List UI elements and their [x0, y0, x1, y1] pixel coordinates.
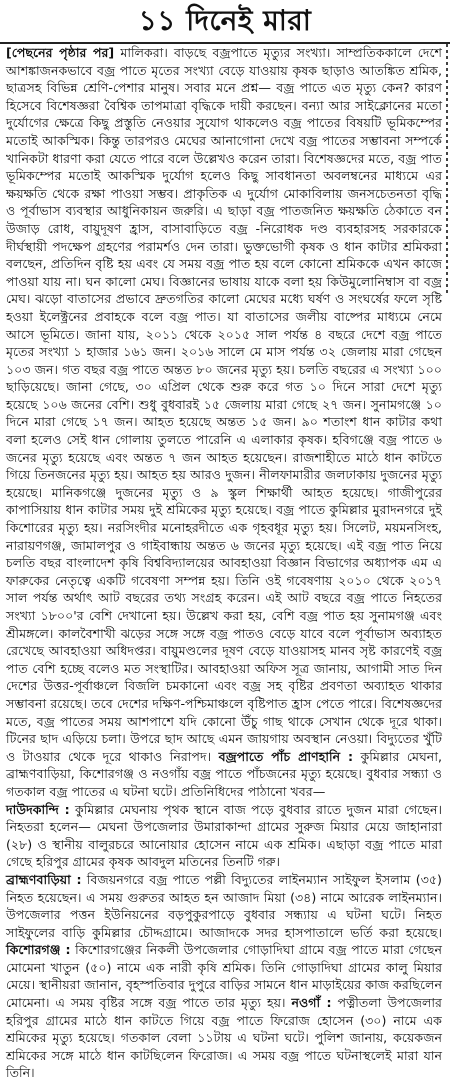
paragraph-3 [6, 802, 442, 870]
paragraph-1 [6, 45, 442, 764]
paragraph-text: পত্নীতলা উপজেলার হরিপুর গ্রামের মাঠে ধান কাটতে গিয়ে বজ্র পাতে ফিরোজ হোসেন (৩০) নামে এক শ্রমিকের মৃত্যু হয়েছে। গতকাল বেলা ১১টায় এ ঘটনা ঘটে। পুলিশ জানায়, কয়েকজন শ্রমিকের সঙ্গে মাঠে ধান কাটছিলেন ফিরোজ। এ সময় বজ্র পাতে ঘটনাস্থলেই মারা যান তিনি। [6, 995, 442, 1081]
article-body [6, 44, 442, 1081]
continuation-tag: [পেছনের পৃষ্ঠার পর] [6, 45, 115, 60]
paragraph-text: কিশোরগঞ্জের নিকলী উপজেলার গোড়াদিঘা গ্রামে বজ্র পাতে মারা গেছেন মোমেনা খাতুন (৫০) নামে এক নারী কৃষি শ্রমিক। তিনি গোড়াদিঘা গ্রামের কালু মিয়ার মেয়ে। স্থানীয়রা জানান, বৃহস্পতিবার দুপুরে বাড়ির সামনে ধান মাড়াইয়ের কাজ করছিলেন মোমেনা। এ সময় বৃষ্টির সঙ্গে বজ্র পাতে তার মৃত্যু হয়। [6, 942, 442, 1011]
dateline: ব্রাহ্মণবাড়িয়া : [6, 871, 82, 887]
paragraph-text: কুমিল্লার মেঘনা, ব্রাহ্মণবাড়িয়া, কিশোরগঞ্জ ও নওগাঁয় বজ্র পাতে পাঁচজনের মৃত্যু হয়েছে। বুধবার সন্ধ্যা ও গতকাল বজ্র পাতের এ ঘটনা ঘটে। প্রতিনিধিদের পাঠানো খবর— [6, 748, 442, 799]
dateline: নওগাঁ : [291, 995, 332, 1011]
headline-area [0, 2, 450, 44]
headline: ১১ দিনেই মারা [138, 4, 312, 37]
paragraph-text: মালিকরা। বাড়ছে বজ্রপাতে মৃত্যুর সংখ্যা। সাম্প্রতিককালে দেশে আশঙ্কাজনকভাবে বজ্র পাতে মৃতের সংখ্যা বেড়ে যাওয়ায় কৃষক ছাড়াও আতঙ্কিত শ্রমিক, ছাত্রসহ বিভিন্ন শ্রেণি-পেশার মানুষ। সবার মনে প্রশ্ন— বজ্র পাতে এত মৃত্যু কেন? কারণ হিসেবে বিশেষজ্ঞরা বৈশ্বিক তাপমাত্রা বৃদ্ধিকে দায়ী করছেন। বন্যা আর সাইক্লোনের মতো দুর্যোগের ক্ষেত্রে কিছু প্রস্তুতি নেওয়ার সুযোগ থাকলেও বজ্র পাতের বিষয়টি ভূমিকম্পের মতোই আকস্মিক। কিন্তু তারপরও মেঘের আনাগোনা দেখে বজ্র পাতের সম্ভাবনা সম্পর্কে খানিকটা ধারণা করা যেতে পারে বলে উল্লেখও করেন তারা। বিশেষজ্ঞদের মতে, বজ্র পাত ভূমিকম্পের মতোই আকস্মিক দুর্যোগ হলেও কিছু সাবধানতা অবলম্বনের মাধ্যমে এর ক্ষয়ক্ষতি থেকে রক্ষা পাওয়া সম্ভব। প্রাকৃতিক এ দুর্যোগ মোকাবিলায় জনসচেতনতা বৃদ্ধি ও পূর্বাভাস ব্যবস্থার আধুনিকায়ন জরুরি। এ ছাড়া বজ্র পাতজনিত ক্ষয়ক্ষতি ঠেকাতে বন উজাড় রোধ, বায়ুদূষণ হ্রাস, বাসাবাড়িতে বজ্র -নিরোধক দণ্ড ব্যবহারসহ সরকারকে দীর্ঘস্থায়ী পদক্ষেপ গ্রহণের পরামর্শও দেন তারা। ভুক্তভোগী কৃষক ও ধান কাটার শ্রমিকরা বলছেন, প্রতিদিন বৃষ্টি হয় এবং যে সময় বজ্র পাত হয় বলে কোনো শ্রমিককে এখন কাজে পাওয়া যায় না। ঘন কালো মেঘ। বিজ্ঞানের ভাষায় যাকে বলা হয় কিউমুলোনিম্বাস বা বজ্র মেঘ। ঝড়ো বাতাসের প্রভাবে দ্রুতগতির কালো মেঘের মধ্যে ঘর্ষণ ও সংঘর্ষের ফলে সৃষ্টি হওয়া ইলেক্ট্রনের প্রবাহকে বলে বজ্র পাত। যা বাতাসের জলীয় বাষ্পের মাধ্যমে নেমে আসে ভূমিতে। জানা যায়, ২০১১ থেকে ২০১৫ সাল পর্যন্ত ৪ বছরে দেশে বজ্র পাতে মৃতের সংখ্যা ১ হাজার ১৬১ জন। ২০১৬ সালে মে মাস পর্যন্ত ৩২ জেলায় মারা গেছেন ১০৩ জন। গত বছর বজ্র পাতে অন্তত ৮০ জনের মৃত্যু হয়। চলতি বছরের এ সংখ্যা ১০০ ছাড়িয়েছে। জানা গেছে, ৩০ এপ্রিল থেকে শুরু করে গত ১০ দিনে সারা দেশে মৃত্যু হয়েছে ১০৬ জনের বেশি। শুধু বুধবারই ১৫ জেলায় মারা গেছে ২৭ জন। সুনামগঞ্জে ১০ দিনে মারা গেছে ১৭ জন। আহত হয়েছে অন্তত ১৫ জন। ৯০ শতাংশ ধান কাটার কথা বলা হলেও সেই ধান গোলায় তুলতে পারেনি এ এলাকার কৃষক। হবিগঞ্জে বজ্র পাতে ৬ জনের মৃত্যু হয়েছে এবং অন্তত ৭ জন আহত হয়েছেন। রাজশাহীতে মাঠে ধান কাটতে গিয়ে তিনজনের মৃত্যু হয়। আহত হয় আরও দুজন। নীলফামারীর জলঢাকায় দুজনের মৃত্যু হয়েছে। মানিকগঞ্জে দুজনের মৃত্যু ও ৯ স্কুল শিক্ষার্থী আহত হয়েছে। গাজীপুরের কাপাসিয়ায় ধান কাটার সময় দুই শ্রমিকের মৃত্যু হয়েছে। বজ্র পাতে কুমিল্লার মুরাদনগরে দুই কিশোরের মৃত্যু হয়। নরসিংদীর মনোহরদীতে এক গৃহবধূর মৃত্যু হয়। সিলেট, ময়মনসিংহ, নারায়ণগঞ্জ, জামালপুর ও গাইবান্ধায় অন্তত ৬ জনের মৃত্যু হয়েছে। এই বজ্র পাত নিয়ে চলতি বছর বাংলাদেশ কৃষি বিশ্ববিদ্যালয়ের আবহাওয়া বিজ্ঞান বিভাগের অধ্যাপক এম এ ফারুকের নেতৃত্বে একটি গবেষণা সম্পন্ন হয়। তিনি ওই গবেষণায় ২০১০ থেকে ২০১৭ সাল পর্যন্ত অর্থাৎ আট বছরের তথ্য সংগ্রহ করেন। এই আট বছরে বজ্র পাতে নিহতের সংখ্যা ১৮০০'র বেশি দেখানো হয়। উল্লেখ করা হয়, বেশি বজ্র পাত হয় সুনামগঞ্জ এবং শ্রীমঙ্গলে। কালবৈশাখী ঝড়ের সঙ্গে সঙ্গে বজ্র পাতও বেড়ে যাবে বলে পূর্বাভাস অব্যাহত রেখেছে আবহাওয়া অধিদপ্তর। বায়ুমণ্ডলের দূষণ বেড়ে যাওয়াসহ মানব সৃষ্ট কারণেই বজ্র পাত বেশি হচ্ছে বলেও মত সংস্থাটির। আবহাওয়া অফিস সূত্র জানায়, আগামী সাত দিন দেশের উত্তর-পূর্বাঞ্চলে বিজলি চমকানো এবং বজ্র সহ বৃষ্টির প্রবণতা অব্যাহত থাকার সম্ভাবনা রয়েছে। তবে দেশের দক্ষিণ-পশ্চিমাঞ্চলে বৃষ্টিপাত হ্রাস পেতে পারে। বিশেষজ্ঞদের মতে, বজ্র পাতের সময় আশপাশে যদি কোনো উঁচু গাছ থাকে সেখান থেকে দূরে থাকা। টিনের ছাদ এড়িয়ে চলা। উপরে ছাদ আছে এমন জায়গায় অবস্থান নেওয়া। বিদ্যুতের খুঁটি ও টাওয়ার থেকে দূরে থাকাও নিরাপদ। [6, 45, 442, 764]
dateline: কিশোরগঞ্জ : [6, 942, 71, 958]
subheading: বজ্রপাতে পাঁচ প্রাণহানি : [218, 748, 354, 764]
paragraph-4 [6, 872, 442, 940]
paragraph-text: বিজয়নগরে বজ্র পাতে পল্লী বিদ্যুতের লাইনম্যান সাইফুল ইসলাম (৩৫) নিহত হয়েছেন। এ সময় গুরুতর আহত হন আজাদ মিয়া (৩৪) নামে আরেক লাইনম্যান। উপজেলার পত্তন ইউনিয়নের বড়পুকুরপাড়ে বুধবার সন্ধ্যায় এ ঘটনা ঘটে। নিহত সাইফুলের বাড়ি কুমিল্লার চৌদ্দগ্রামে। আজাদকে সদর হাসপাতালে ভর্তি করা হয়েছে। [6, 871, 442, 940]
dateline: দাউদকান্দি : [6, 801, 70, 817]
paragraph-text: কুমিল্লার মেঘনায় পৃথক স্থানে বাজ পড়ে বুধবার রাতে দুজন মারা গেছেন। নিহতরা হলেন— মেঘনা উপজেলার উমারাকান্দা গ্রামের সুরুজ মিয়ার মেয়ে জাহানারা (২৮) ও স্থানীয় বালুরচরে আনোয়ার হোসেন নামে এক শ্রমিক। এছাড়া বজ্র পাতে মারা গেছে হরিপুর গ্রামের কৃষক আবদুল মতিনের তিনটি গরু। [6, 801, 442, 870]
column-divider [446, 44, 448, 294]
